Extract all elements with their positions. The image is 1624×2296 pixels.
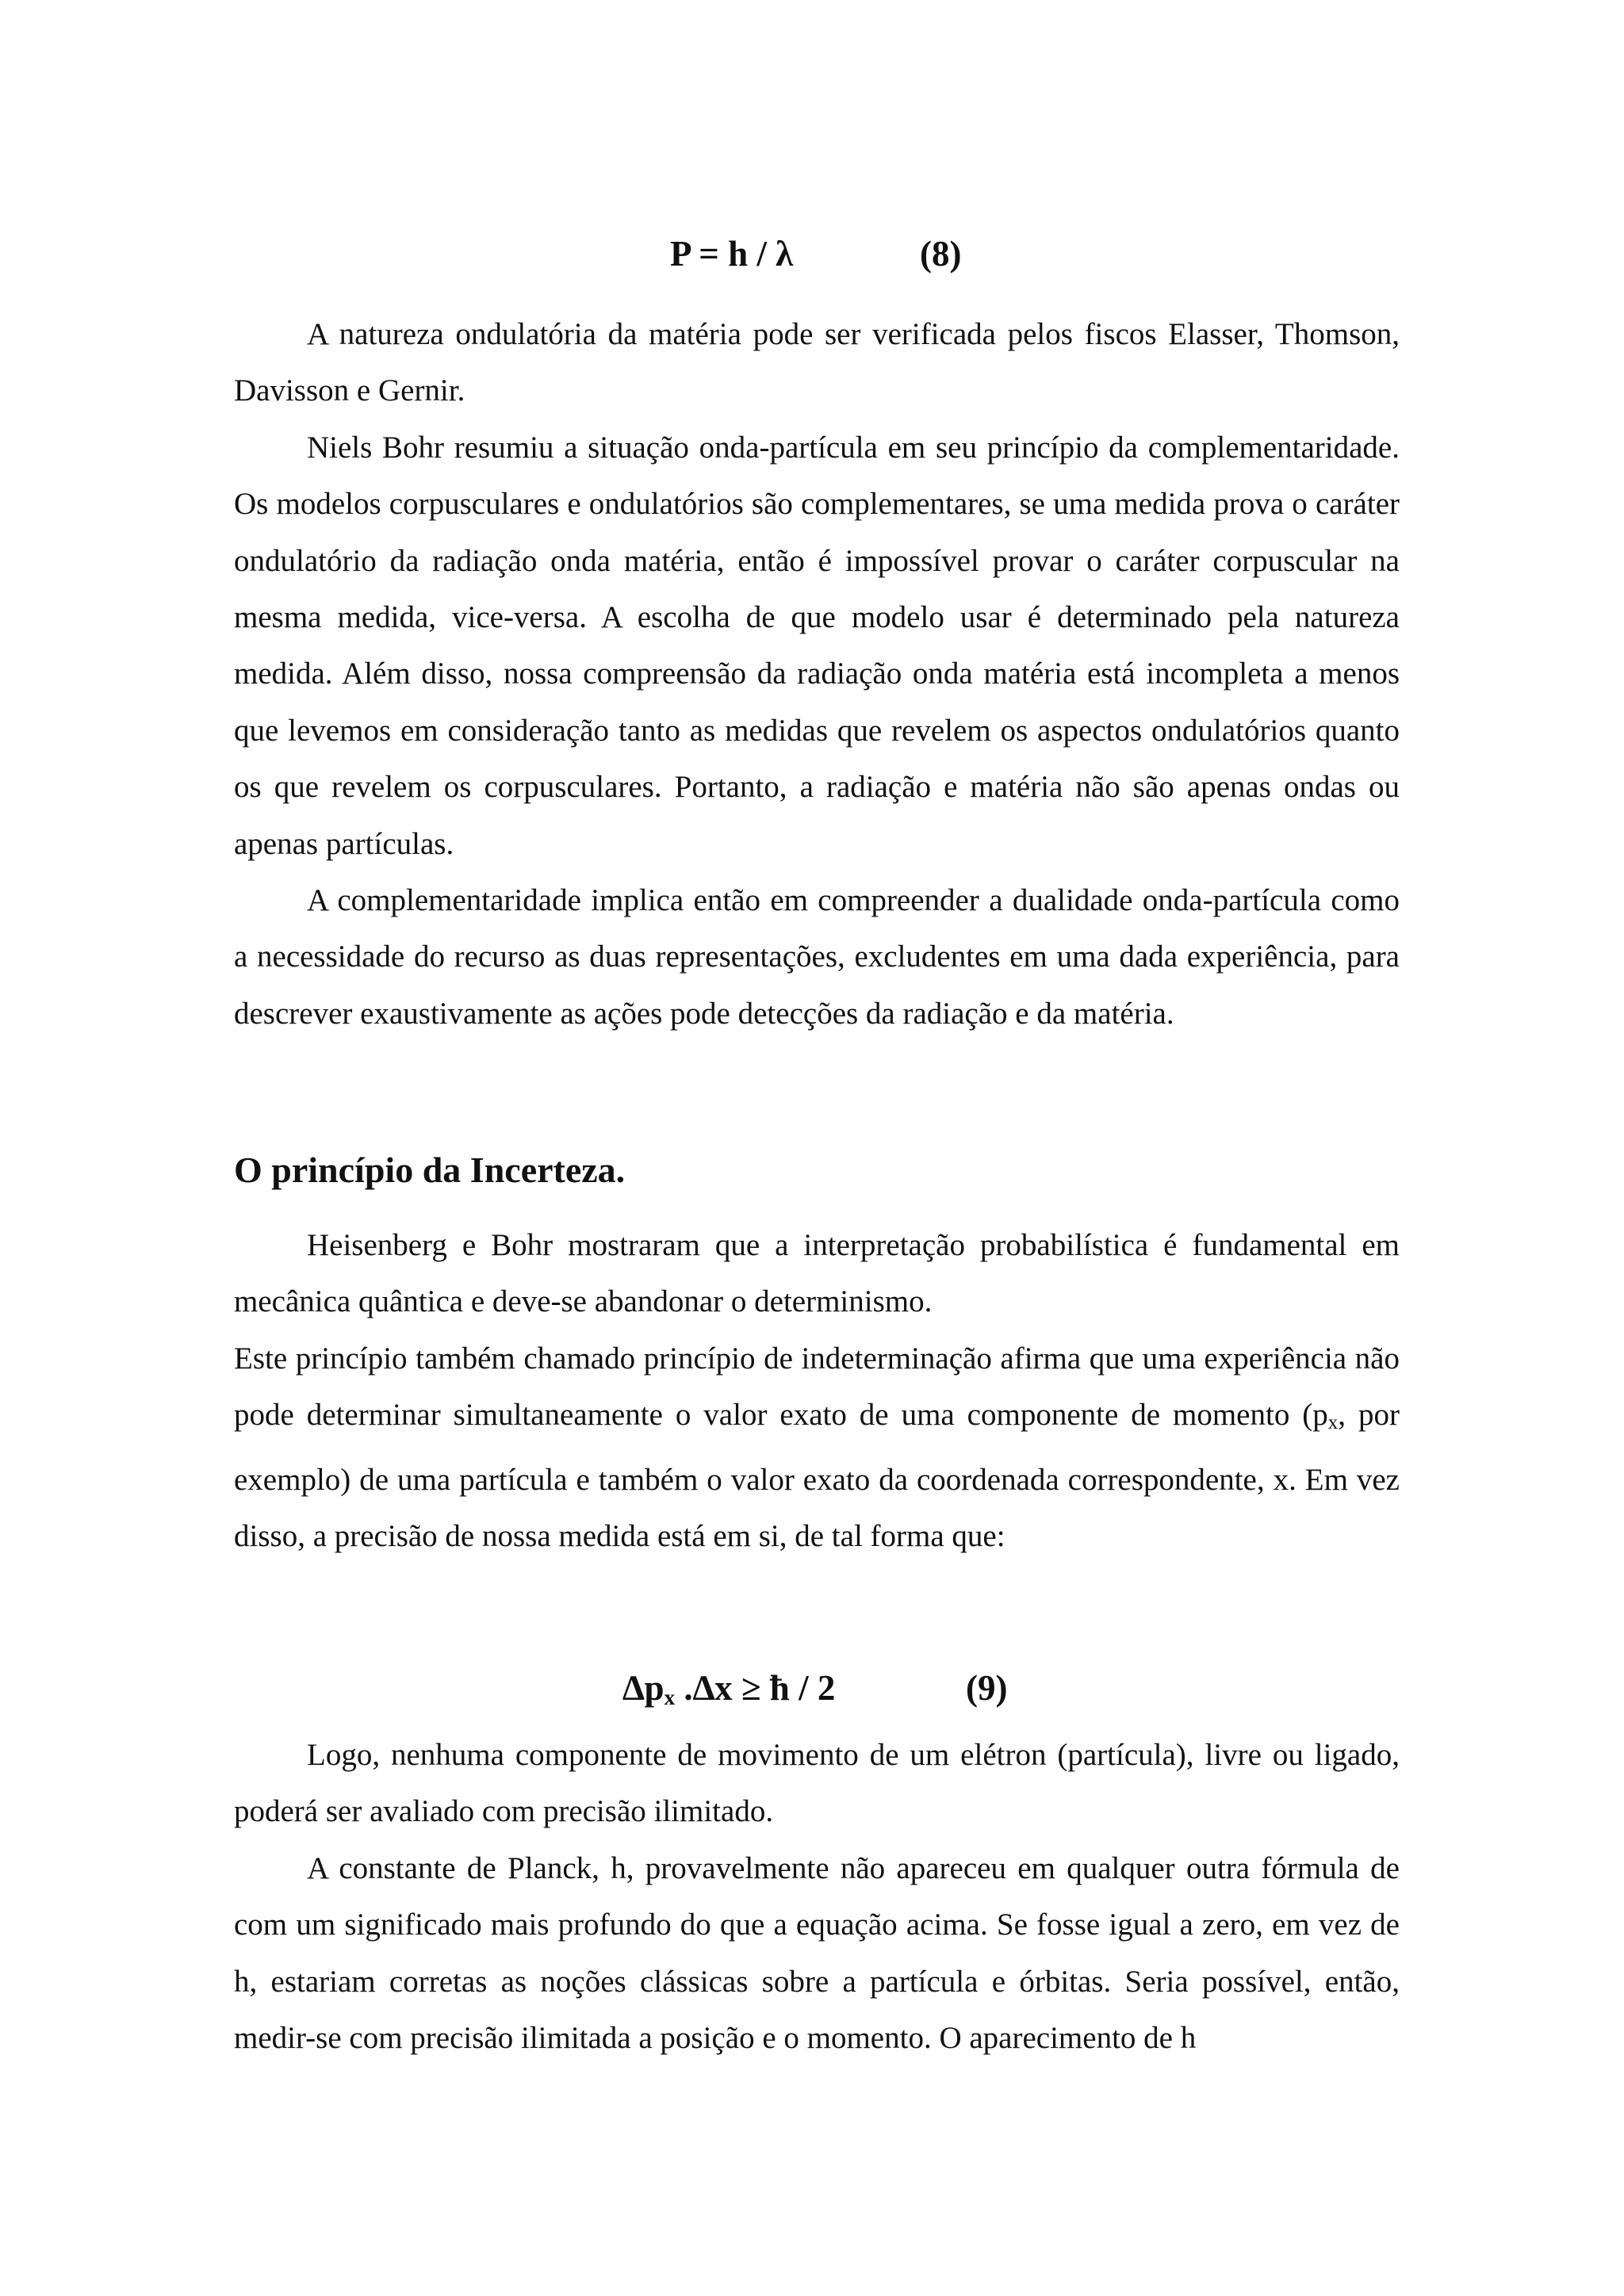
uncertainty-paragraphs (234, 1217, 1400, 1564)
paragraph-heisenberg-bohr: Heisenberg e Bohr mostraram que a interpretação probabilística é fundamental em mecânica quântica e deve-se abandonar o determinismo. (234, 1228, 1400, 1319)
document-page (234, 0, 1400, 2296)
equation-9-number: (9) (966, 1668, 1008, 1708)
equation-8 (670, 234, 962, 274)
equation-8-expression: P = h / λ (670, 234, 794, 274)
section-heading: O princípio da Incerteza. (234, 1150, 626, 1190)
paragraph-planck-constant: A constante de Planck, h, provavelmente não apareceu em qualquer outra fórmula de com um significado mais profundo do que a equação acima. Se fosse igual a zero, em vez de h, estariam corretas as noções clássicas sobre a partícula e órbitas. Seria possível, então, medir-se com precisão ilimitada a posição e o momento. O aparecimento de h (234, 1850, 1400, 2056)
closing-paragraphs (234, 1727, 1400, 2066)
paragraph-duality: A complementaridade implica então em compreender a dualidade onda-partícula como a necessidade do recurso as duas representações, excludentes em uma dada experiência, para descrever exaustivamente as ações pode detecções da radiação e da matéria. (234, 883, 1400, 1031)
equation-9 (622, 1668, 1008, 1709)
paragraph-complementarity: Niels Bohr resumiu a situação onda-partícula em seu princípio da complementaridade. Os modelos corpusculares e ondulatórios são complementares, se uma medida prova o caráter ondulatório da radiação onda matéria, então é impossível provar o caráter corpuscular na mesma medida, vice-versa. A escolha de que modelo usar é determinado pela natureza medida. Além disso, nossa compreensão da radiação onda matéria está incompleta a menos que levemos em consideração tanto as medidas que revelem os aspectos ondulatórios quanto os que revelem os corpusculares. Portanto, a radiação e matéria não são apenas ondas ou apenas partículas. (234, 430, 1400, 861)
paragraph-indeterminacy-text-2: , por exemplo) de uma partícula e também o valor exato da coordenada correspondente, x. Em vez disso, a precisão de nossa medida está em si, de tal forma que: (234, 1398, 1400, 1554)
equation-9-part2: .∆x ≥ ħ / 2 (675, 1668, 836, 1708)
paragraph-electron-precision: Logo, nenhuma componente de movimento de um elétron (partícula), livre ou ligado, poderá ser avaliado com precisão ilimitado. (234, 1738, 1400, 1829)
equation-8-number: (8) (920, 234, 962, 274)
paragraph-indeterminacy-text-1: Este princípio também chamado princípio de indeterminação afirma que uma experiência não pode determinar simultaneamente o valor exato de uma componente de momento (p (234, 1341, 1400, 1433)
equation-9-part1: ∆p (622, 1668, 665, 1708)
intro-paragraphs (234, 306, 1400, 1042)
paragraph-wave-nature: A natureza ondulatória da matéria pode ser verificada pelos fiscos Elasser, Thomson, Davisson e Gernir. (234, 317, 1400, 408)
momentum-subscript: x (1327, 1412, 1339, 1434)
paragraph-indeterminacy (234, 1330, 1400, 1565)
equation-9-subscript: x (664, 1686, 676, 1709)
